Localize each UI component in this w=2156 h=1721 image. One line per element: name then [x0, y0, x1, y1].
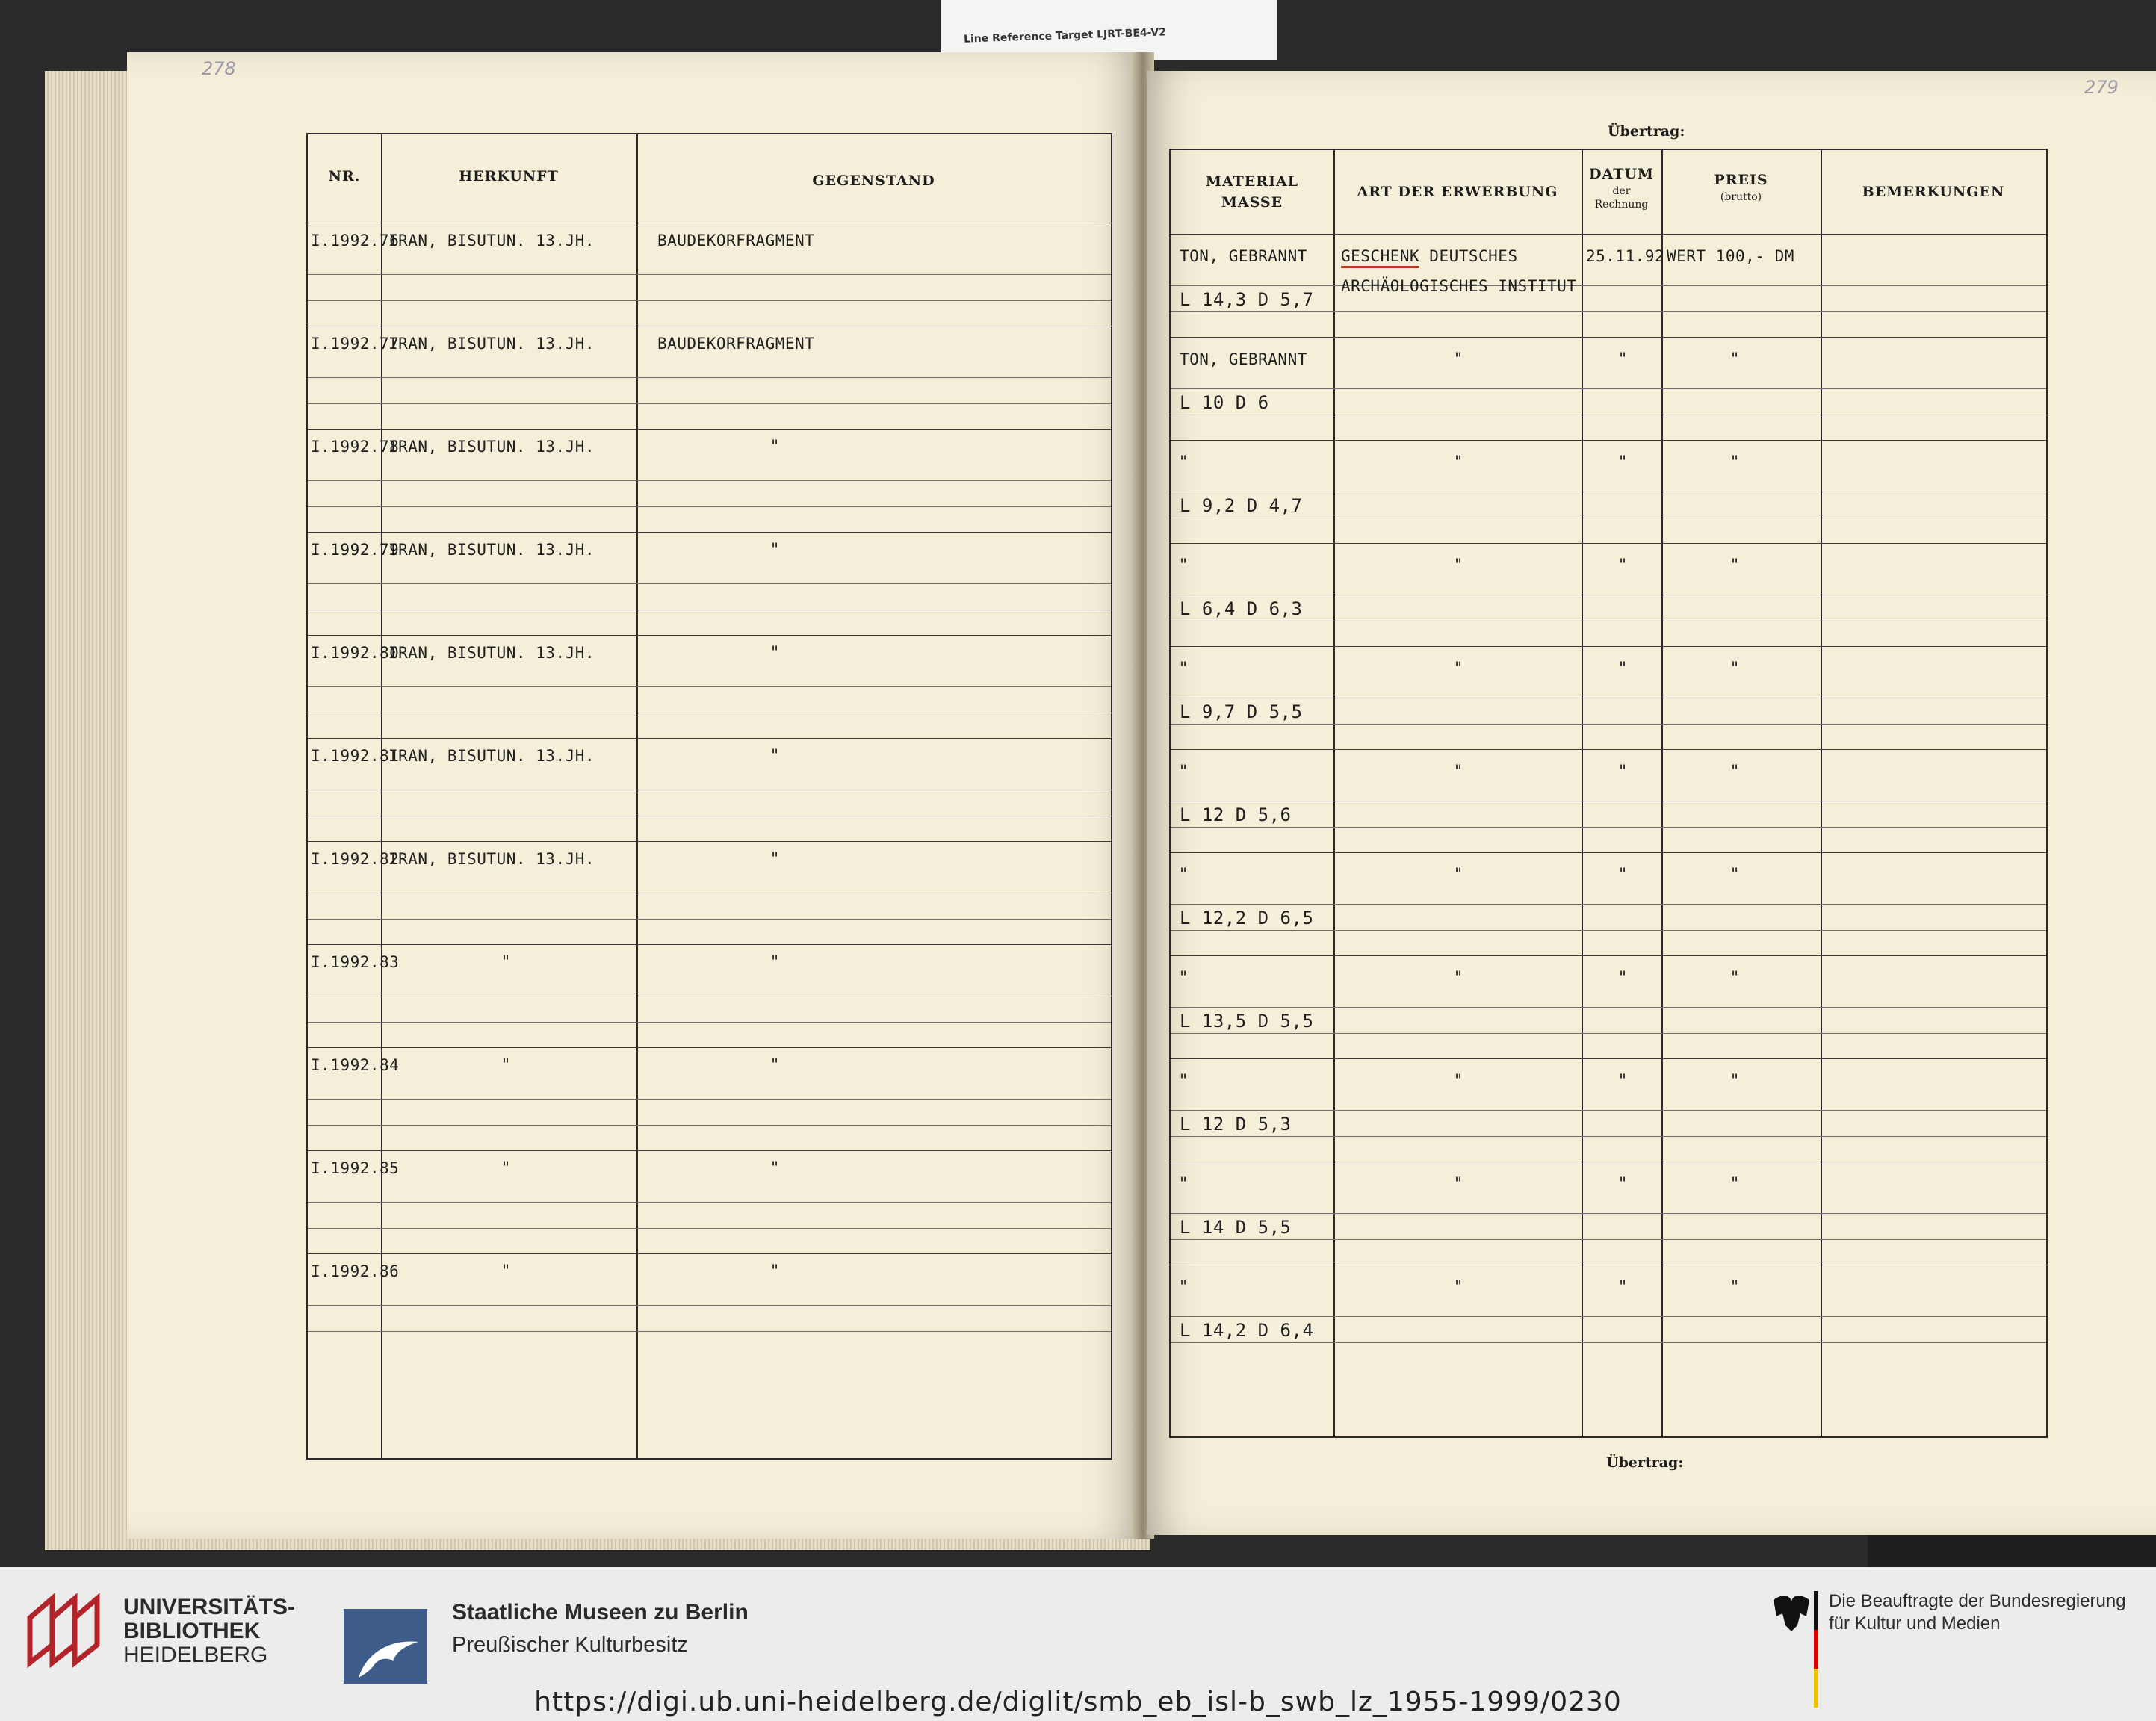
- row-masse: L 9,2 D 4,7: [1180, 495, 1303, 516]
- row-preis: ": [1731, 969, 1739, 987]
- row-art-der-erwerbung: ": [1455, 350, 1463, 369]
- row-masse: L 14,3 D 5,7: [1180, 289, 1314, 310]
- right-ledger-table: [1169, 149, 2048, 1438]
- row-datum: ": [1619, 350, 1627, 369]
- row-herkunft: IRAN, BISUTUN. 13.JH.: [388, 438, 595, 456]
- row-art-der-erwerbung: ": [1455, 866, 1463, 884]
- row-herkunft: IRAN, BISUTUN. 13.JH.: [388, 644, 595, 662]
- reference-target-label: Line Reference Target LJRT-BE4-V2: [963, 26, 1167, 46]
- row-nr: I.1992.81: [311, 747, 400, 765]
- row-gegenstand: ": [771, 850, 779, 869]
- row-material: ": [1180, 1278, 1188, 1297]
- row-art-der-erwerbung: ": [1455, 660, 1463, 678]
- row-art-der-erwerbung: ": [1455, 453, 1463, 472]
- row-herkunft: ": [502, 953, 510, 972]
- left-ledger-table: [306, 133, 1112, 1460]
- row-gegenstand: ": [771, 1056, 779, 1075]
- row-gegenstand: BAUDEKORFRAGMENT: [657, 335, 815, 353]
- row-herkunft: ": [502, 1056, 510, 1075]
- row-preis: ": [1731, 763, 1739, 781]
- footer-bar: [0, 1567, 2156, 1721]
- header-gegenstand: GEGENSTAND: [812, 173, 935, 189]
- row-masse: L 12 D 5,6: [1180, 804, 1292, 825]
- row-nr: I.1992.78: [311, 438, 400, 456]
- row-preis: ": [1731, 350, 1739, 369]
- row-material: ": [1180, 969, 1188, 987]
- ub-heidelberg-wordmark: [123, 1596, 295, 1667]
- row-datum: ": [1619, 1175, 1627, 1194]
- row-herkunft: IRAN, BISUTUN. 13.JH.: [388, 850, 595, 868]
- header-preis-label: PREIS: [1714, 172, 1768, 188]
- row-masse: L 10 D 6: [1180, 392, 1269, 413]
- row-masse: L 14 D 5,5: [1180, 1217, 1292, 1238]
- left-page-number: 278: [202, 58, 236, 79]
- row-gegenstand: ": [771, 438, 779, 456]
- row-material: ": [1180, 763, 1188, 781]
- row-masse: L 12,2 D 6,5: [1180, 908, 1314, 928]
- header-datum-der: der: [1612, 185, 1631, 197]
- row-masse: L 14,2 D 6,4: [1180, 1320, 1314, 1341]
- row-herkunft: IRAN, BISUTUN. 13.JH.: [388, 747, 595, 765]
- row-material: ": [1180, 660, 1188, 678]
- row-material: ": [1180, 453, 1188, 472]
- row-art-der-erwerbung: ": [1455, 763, 1463, 781]
- header-datum: [1582, 164, 1661, 211]
- header-art-der-erwerbung: ART DER ERWERBUNG: [1357, 184, 1558, 200]
- row-gegenstand: ": [771, 1159, 779, 1178]
- row-herkunft: IRAN, BISUTUN. 13.JH.: [388, 335, 595, 353]
- uebertrag-top: Übertrag:: [1608, 123, 1685, 140]
- row-datum: ": [1619, 453, 1627, 472]
- row-material: ": [1180, 866, 1188, 884]
- header-datum-label: DATUM: [1589, 166, 1654, 182]
- row-nr: I.1992.80: [311, 644, 400, 662]
- header-herkunft: HERKUNFT: [459, 168, 559, 184]
- row-nr: I.1992.86: [311, 1262, 400, 1280]
- row-material: TON, GEBRANNT: [1180, 350, 1307, 368]
- header-bemerkungen: BEMERKUNGEN: [1862, 184, 2005, 200]
- smb-title: Staatliche Museen zu Berlin: [452, 1600, 749, 1625]
- smb-eagle-logo-icon: [344, 1609, 427, 1684]
- row-datum: ": [1619, 1278, 1627, 1297]
- row-herkunft: IRAN, BISUTUN. 13.JH.: [388, 541, 595, 559]
- row-art-der-erwerbung: ": [1455, 556, 1463, 575]
- row-preis: WERT 100,- DM: [1667, 247, 1794, 265]
- ub-line-3: HEIDELBERG: [123, 1643, 268, 1667]
- row-preis: ": [1731, 1278, 1739, 1297]
- row-art-der-erwerbung: ": [1455, 1072, 1463, 1091]
- header-masse: MASSE: [1221, 194, 1283, 211]
- row-gegenstand: ": [771, 644, 779, 663]
- row-material: ": [1180, 1175, 1188, 1194]
- row-masse: L 12 D 5,3: [1180, 1114, 1292, 1135]
- row-gegenstand: ": [771, 541, 779, 559]
- row-masse: L 9,7 D 5,5: [1180, 701, 1303, 722]
- row-art-der-erwerbung: ": [1455, 1278, 1463, 1297]
- row-gegenstand: ": [771, 953, 779, 972]
- row-herkunft: ": [502, 1159, 510, 1178]
- header-material-masse: [1171, 171, 1333, 213]
- row-art-der-erwerbung-line2: ARCHÄOLOGISCHES INSTITUT: [1341, 277, 1577, 295]
- ub-line-2: BIBLIOTHEK: [123, 1619, 261, 1643]
- ub-line-1: UNIVERSITÄTS-: [123, 1595, 296, 1619]
- ub-heidelberg-logo-icon: [22, 1588, 105, 1670]
- header-nr: NR.: [328, 168, 361, 184]
- row-nr: I.1992.76: [311, 232, 400, 249]
- header-preis: [1661, 170, 1821, 204]
- row-datum: ": [1619, 969, 1627, 987]
- row-datum: ": [1619, 556, 1627, 575]
- row-material: TON, GEBRANNT: [1180, 247, 1307, 265]
- row-material: ": [1180, 556, 1188, 575]
- row-gegenstand: ": [771, 1262, 779, 1281]
- right-page: [1147, 71, 2156, 1535]
- right-page-number: 279: [2084, 77, 2119, 98]
- row-masse: L 6,4 D 6,3: [1180, 598, 1303, 619]
- row-nr: I.1992.79: [311, 541, 400, 559]
- row-datum: ": [1619, 1072, 1627, 1091]
- header-datum-rechnung: Rechnung: [1594, 199, 1649, 211]
- art-rest: DEUTSCHES: [1419, 247, 1518, 265]
- row-preis: ": [1731, 866, 1739, 884]
- row-preis: ": [1731, 556, 1739, 575]
- row-datum: ": [1619, 866, 1627, 884]
- row-datum: ": [1619, 660, 1627, 678]
- row-nr: I.1992.82: [311, 850, 400, 868]
- art-underlined-geschenk: GESCHENK: [1341, 247, 1419, 268]
- row-datum: ": [1619, 763, 1627, 781]
- row-gegenstand: BAUDEKORFRAGMENT: [657, 232, 815, 249]
- bkm-line-1: Die Beauftragte der Bundesregierung: [1829, 1591, 2126, 1611]
- row-nr: I.1992.85: [311, 1159, 400, 1177]
- left-page: [127, 52, 1139, 1539]
- smb-subtitle: Preußischer Kulturbesitz: [452, 1633, 688, 1657]
- row-nr: I.1992.83: [311, 953, 400, 971]
- row-preis: ": [1731, 1175, 1739, 1194]
- row-preis: ": [1731, 660, 1739, 678]
- row-art-der-erwerbung: [1341, 247, 1518, 265]
- row-gegenstand: ": [771, 747, 779, 766]
- header-preis-brutto: (brutto): [1720, 191, 1762, 203]
- row-nr: I.1992.77: [311, 335, 400, 353]
- row-art-der-erwerbung: ": [1455, 969, 1463, 987]
- row-nr: I.1992.84: [311, 1056, 400, 1074]
- row-material: ": [1180, 1072, 1188, 1091]
- bkm-line-2: für Kultur und Medien: [1829, 1613, 2001, 1634]
- row-art-der-erwerbung: ": [1455, 1175, 1463, 1194]
- row-masse: L 13,5 D 5,5: [1180, 1011, 1314, 1032]
- header-material: MATERIAL: [1205, 173, 1299, 190]
- source-url[interactable]: https://digi.ub.uni-heidelberg.de/diglit/smb_eb_isl-b_swb_lz_1955-1999/0230: [534, 1687, 1622, 1717]
- uebertrag-bottom: Übertrag:: [1606, 1454, 1684, 1471]
- row-preis: ": [1731, 1072, 1739, 1091]
- row-herkunft: ": [502, 1262, 510, 1281]
- row-datum: 25.11.92: [1586, 247, 1665, 265]
- row-preis: ": [1731, 453, 1739, 472]
- row-herkunft: IRAN, BISUTUN. 13.JH.: [388, 232, 595, 249]
- reference-target-card: [941, 0, 1277, 60]
